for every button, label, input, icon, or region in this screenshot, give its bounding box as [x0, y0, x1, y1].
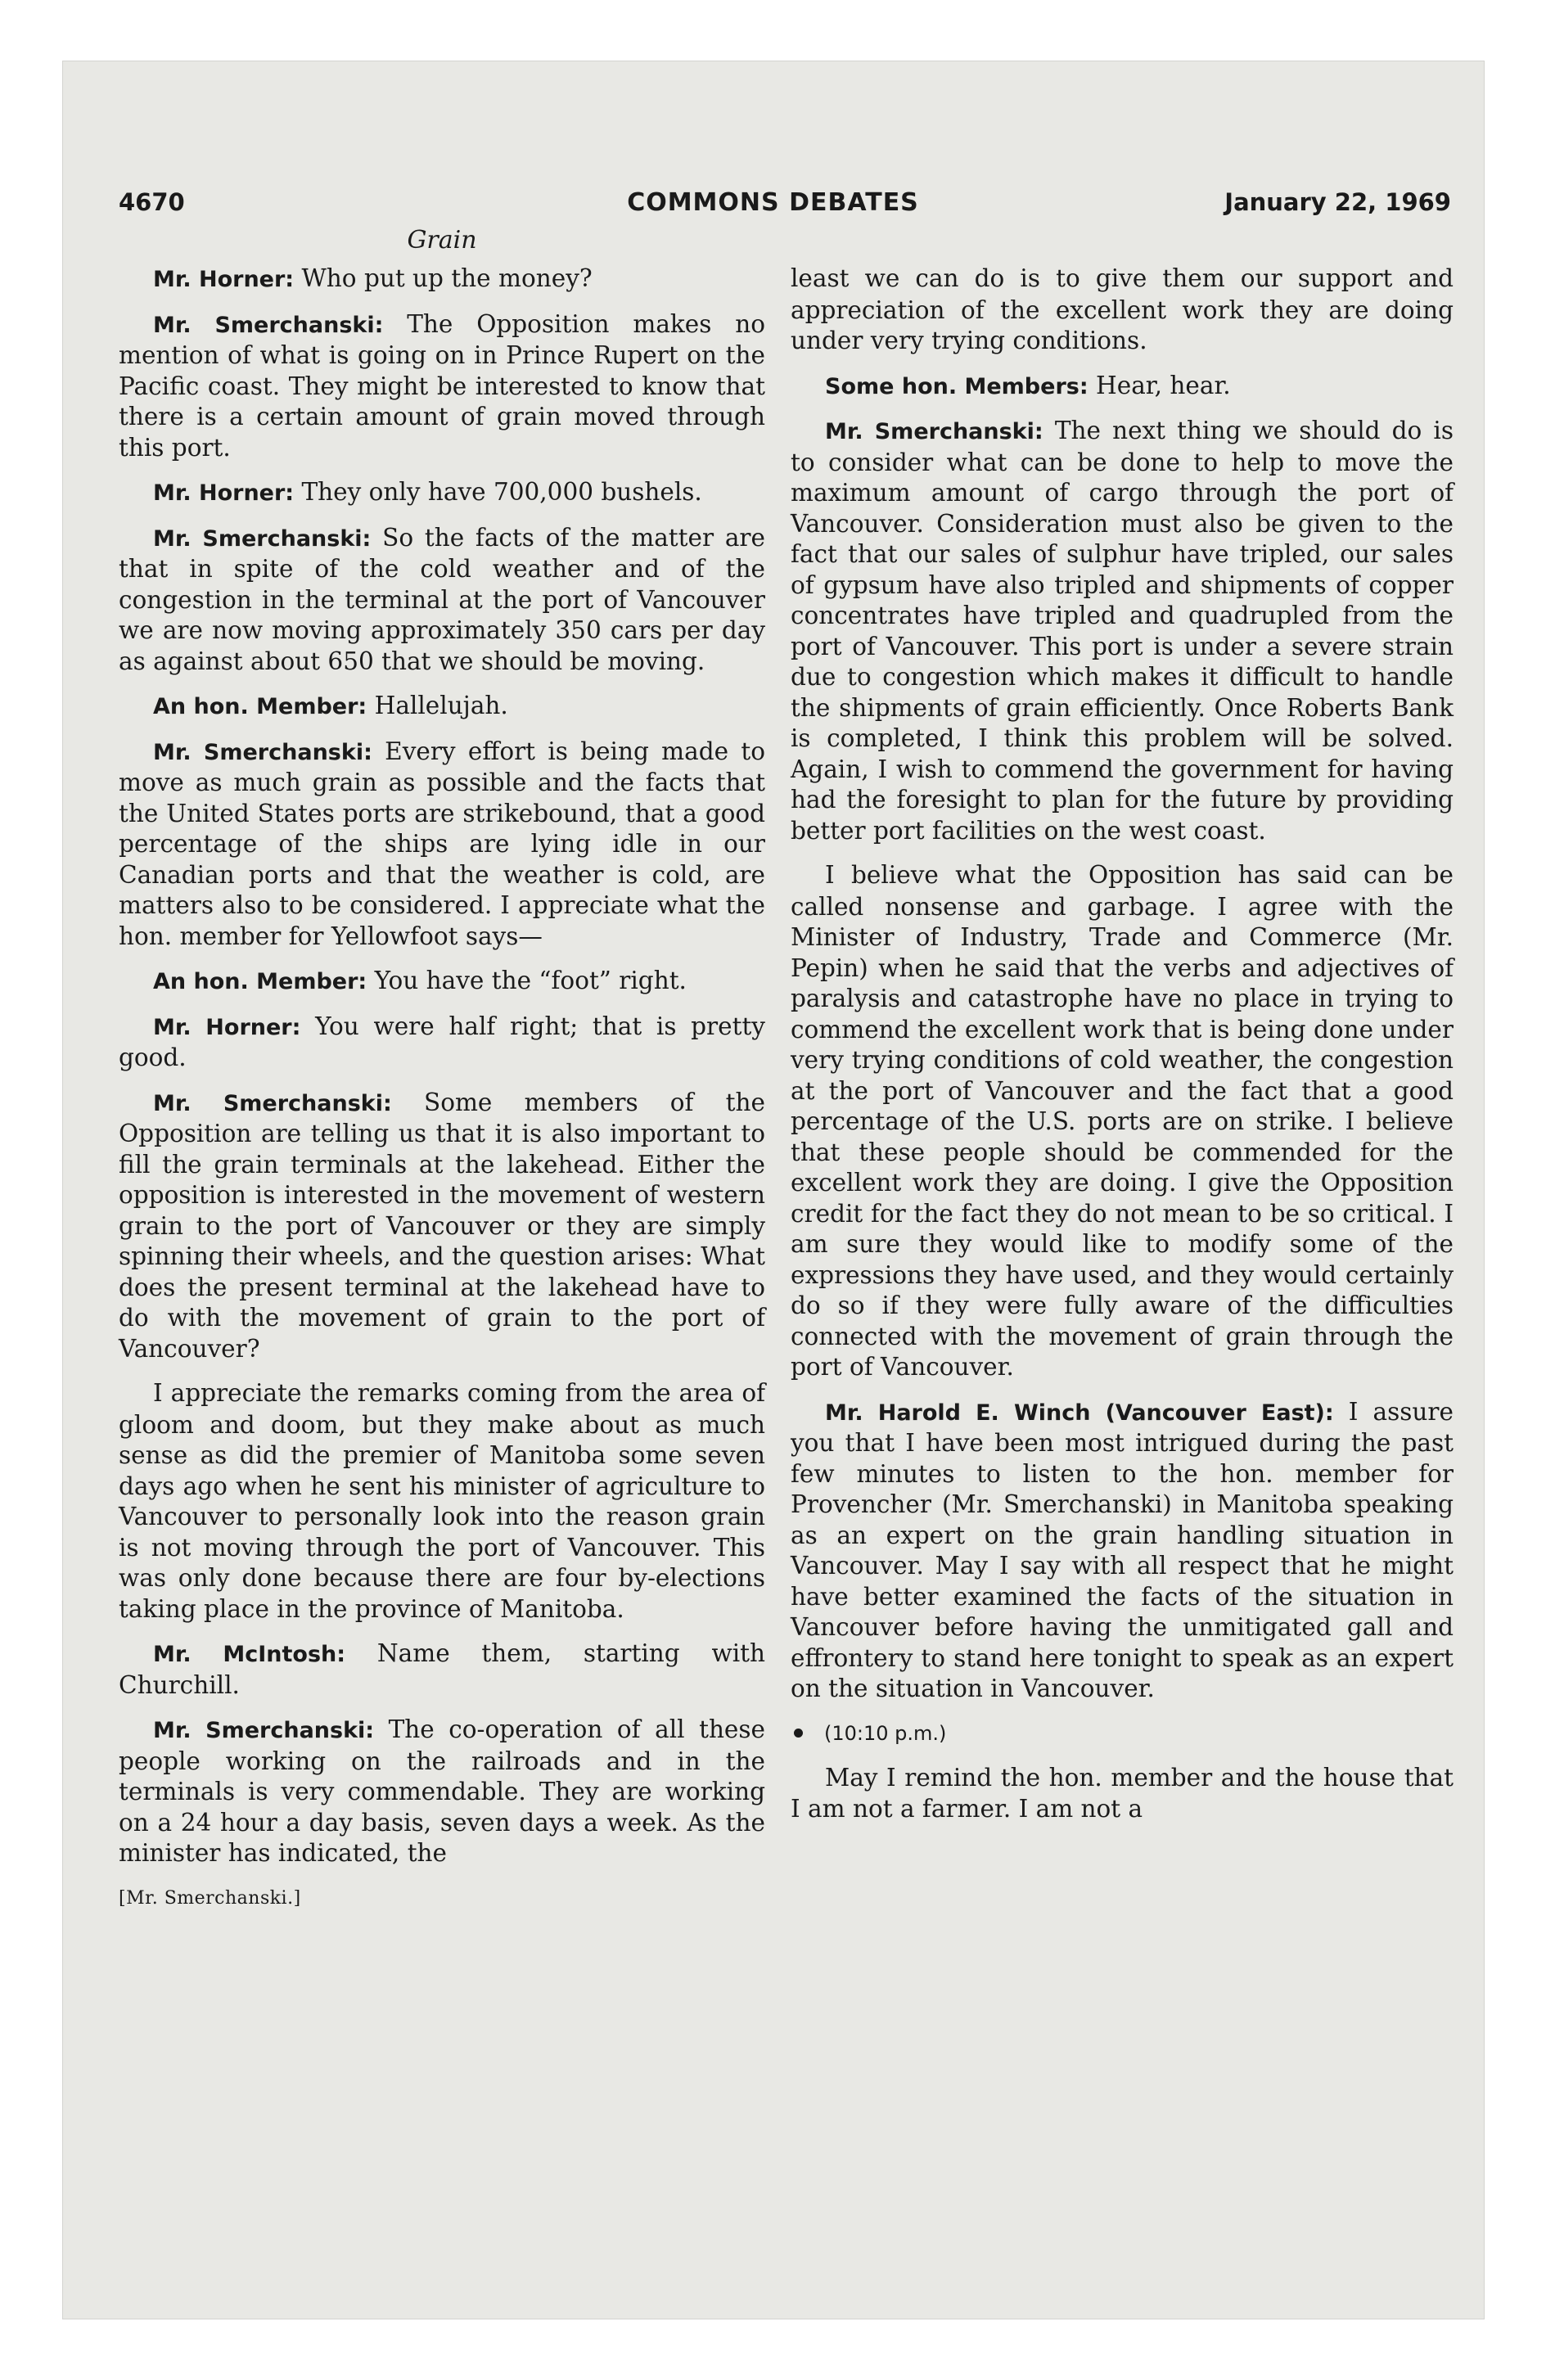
- speech-text: You were half right; that is pretty good.: [119, 1012, 765, 1071]
- speech-text: They only have 700,000 bushels.: [294, 478, 702, 506]
- publication-date: January 22, 1969: [1224, 188, 1451, 216]
- speaker-name: Mr. Smerchanski:: [153, 312, 384, 338]
- speaker-name: Mr. Smerchanski:: [153, 1090, 392, 1116]
- paragraph: [119, 691, 765, 723]
- speech-text: So the facts of the matter are that in spite of the cold weather and of the congestion in the terminal at the port of Vancouver we are now moving approximately 350 cars per day as against about 650 that we should be moving.: [119, 523, 765, 675]
- speech-text: The next thing we should do is to consider what can be done to help to move the maximum amount of cargo through the port of Vancouver. Consideration must also be given to the fact that our sales of sulphur have tripled, our sales of gypsum have also tripled and shipments of copper concentrates have tripled and quadrupled from the port of Vancouver. This port is under a severe strain due to congestion which makes it difficult to handle the shipments of grain efficiently. Once Roberts Bank is completed, I think this problem will be solved. Again, I wish to commend the government for having had the foresight to plan for the future by providing better port facilities on the west coast.: [791, 417, 1454, 845]
- speech-text: You have the “foot” right.: [367, 967, 687, 994]
- speech-text: I appreciate the remarks coming from the area of gloom and doom, but they make about as much sense as did the premier of Manitoba some seven days ago when he sent his minister of agriculture to Vancouver to personally look into the reason grain is not moving through the port of Vancouver. This was only done because there are four by-elections taking place in the province of Manitoba.: [119, 1379, 765, 1623]
- paragraph: [119, 1715, 765, 1869]
- speech-text: Name them, starting with Churchill.: [119, 1639, 765, 1699]
- speech-text: Hallelujah.: [367, 692, 508, 719]
- section-title: Grain: [407, 226, 477, 255]
- paragraph: [791, 416, 1454, 846]
- speech-text: I assure you that I have been most intrigued during the past few minutes to listen to the hon. member for Provencher (Mr. Smerchanski) in Manitoba speaking as an expert on the grain handling situation in Vancouver. May I say with all respect that he might have better examined the facts of the situation in Vancouver before having the unmitigated gall and effrontery to stand here tonight to speak as an expert on the situation in Vancouver.: [791, 1397, 1454, 1702]
- paragraph: [119, 264, 765, 295]
- speech-text: least we can do is to give them our support and appreciation of the excellent work they are doing under very trying conditions.: [791, 264, 1454, 354]
- publication-title: COMMONS DEBATES: [627, 188, 919, 217]
- paragraph: [119, 737, 765, 953]
- speaker-name: Mr. Harold E. Winch (Vancouver East):: [825, 1400, 1334, 1426]
- speaker-name: An hon. Member:: [153, 694, 367, 719]
- speaker-name: Some hon. Members:: [825, 373, 1089, 399]
- paragraph: [791, 264, 1454, 357]
- paragraph: [791, 1763, 1454, 1824]
- speaker-name: Mr. Smerchanski:: [825, 419, 1043, 444]
- speech-text: Who put up the money?: [294, 264, 593, 292]
- paragraph: [119, 309, 765, 464]
- time-stamp-text: (10:10 p.m.): [824, 1721, 947, 1745]
- paragraph: [791, 371, 1454, 403]
- right-column: [791, 264, 1454, 1838]
- paragraph: [791, 1397, 1454, 1705]
- paragraph: [119, 1088, 765, 1365]
- speaker-name: Mr. Horner:: [153, 267, 295, 292]
- paragraph: [119, 1378, 765, 1625]
- time-marker: [791, 1719, 1454, 1750]
- speaker-name: Mr. Smerchanski:: [153, 739, 372, 765]
- speaker-name: Mr. Horner:: [153, 1014, 301, 1040]
- left-column: [119, 264, 765, 1913]
- speaker-name: Mr. Smerchanski:: [153, 525, 372, 552]
- speaker-name: An hon. Member:: [153, 969, 367, 994]
- paragraph: [119, 477, 765, 509]
- speech-text: I believe what the Opposition has said can be called nonsense and garbage. I agree with the Minister of Industry, Trade and Commerce (Mr. Pepin) when he said that the verbs and adjectives of paralysis and catastrophe have no place in trying to commend the excellent work that is being done under very trying conditions of cold weather, the congestion at the port of Vancouver and the fact that a good percentage of the U.S. ports are on strike. I believe that these people should be commended for the excellent work they are doing. I give the Opposition credit for the fact they do not mean to be so critical. I am sure they would like to modify some of the expressions they have used, and they would certainly do so if they were fully aware of the difficulties connected with the movement of grain through the port of Vancouver.: [791, 861, 1454, 1381]
- paragraph: [119, 1639, 765, 1701]
- speaker-name: Mr. Horner:: [153, 480, 295, 506]
- speaker-name: Mr. McIntosh:: [153, 1642, 346, 1667]
- paragraph: [119, 966, 765, 998]
- paragraph: [791, 860, 1454, 1383]
- speaker-footnote: [Mr. Smerchanski.]: [119, 1887, 301, 1909]
- speaker-name: Mr. Smerchanski:: [153, 1718, 375, 1743]
- page-number: 4670: [119, 188, 185, 216]
- paragraph: [119, 523, 765, 678]
- paragraph: [119, 1012, 765, 1074]
- speech-text: The Opposition makes no mention of what is going on in Prince Rupert on the Pacific coast. They might be interested to know that there is a certain amount of grain moved through this port.: [119, 309, 765, 462]
- speech-text: Every effort is being made to move as much grain as possible and the facts that the United States ports are strikebound, that a good percentage of the ships are lying idle in our Canadian ports and that the weather is cold, are matters also to be considered. I appreciate what the hon. member for Yellowfoot says—: [119, 737, 765, 950]
- speech-text: Hear, hear.: [1088, 371, 1231, 399]
- speech-text: May I remind the hon. member and the house that I am not a farmer. I am not a: [791, 1764, 1454, 1823]
- bullet-icon: [794, 1729, 803, 1738]
- speech-text: Some members of the Opposition are telling us that it is also important to fill the grain terminals at the lakehead. Either the opposition is interested in the movement of western grain to the port of Vancouver or they are simply spinning their wheels, and the question arises: What does the present terminal at the lakehead have to do with the movement of grain to the port of Vancouver?: [119, 1088, 765, 1363]
- speech-text: The co-operation of all these people working on the railroads and in the terminals is very commendable. They are working on a 24 hour a day basis, seven days a week. As the minister has indicated, the: [119, 1715, 765, 1867]
